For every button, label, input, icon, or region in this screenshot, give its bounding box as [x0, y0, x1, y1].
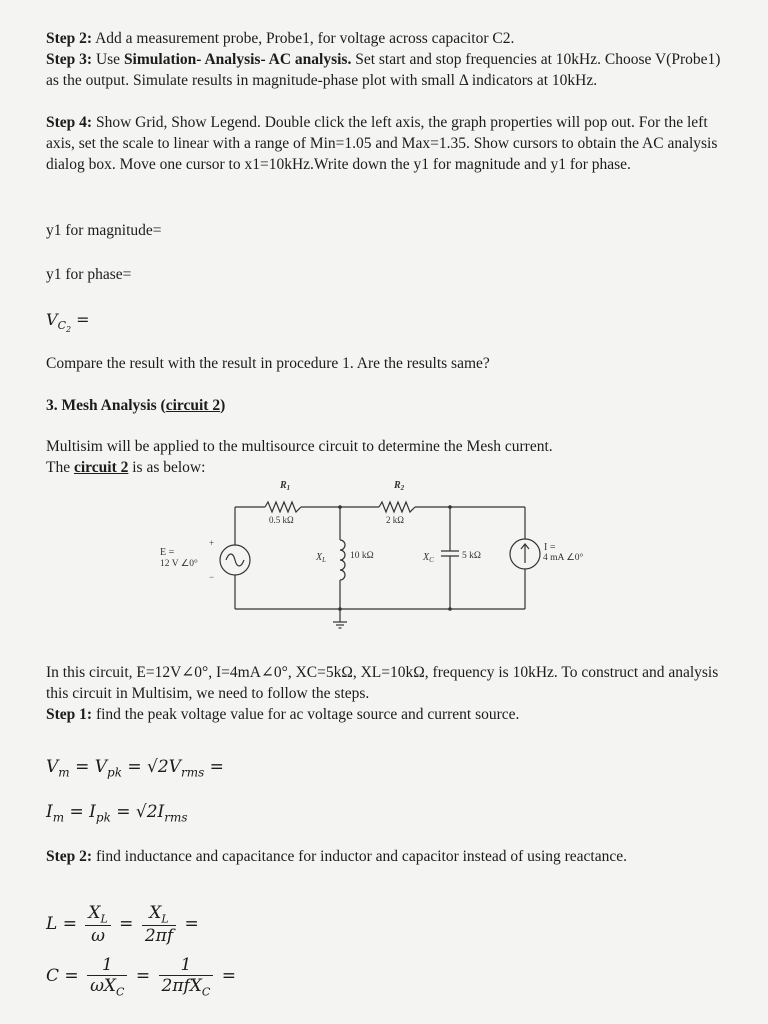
step-1-paragraph [46, 704, 726, 725]
step-3-bold: Simulation- Analysis- AC analysis. [123, 51, 352, 68]
l-eq: L = [46, 914, 77, 935]
circuit-description: In this circuit, E=12V∠0°, I=4mA∠0°, XC=5kΩ, XL=10kΩ, frequency is 10kHz. To construct and analysis this circuit in Multisim, we need to follow the steps. [46, 664, 719, 702]
step-3-text-a: Use [92, 51, 124, 68]
step-4-label: Step 4: [46, 114, 93, 131]
step-4-paragraph [46, 112, 726, 175]
step-3-label: Step 3: [46, 51, 93, 68]
vm-equation: $V_m = V_{pk} = √2V_{rms}$ = [46, 757, 224, 780]
svg-text:−: − [209, 572, 215, 582]
step-3-text-b: Set start and stop frequencies at 10kHz. Choose V(Probe1) as the output. Simulate results in magnitude-phase plot with small Δ indicators at 10kHz. [46, 51, 721, 89]
section-title-text: 3. Mesh Analysis ( [46, 397, 166, 414]
source-i-label: I = [544, 542, 556, 553]
r2-label: $R_2$ [394, 480, 405, 492]
inductance-equation: L = $\frac{X_L}{\omega}$ = $\frac{X_L}{2\pi f}$ = [46, 903, 199, 947]
phase-answer: y1 for phase= [46, 266, 132, 283]
vm-symbol: V [46, 757, 59, 777]
im-symbol: I [46, 802, 53, 822]
xc-label: $X_C$ [423, 552, 434, 564]
im-rest: = I [64, 802, 96, 822]
c-eq: C = [46, 966, 79, 987]
im-pk: pk [95, 810, 111, 825]
vm-tail: = √2V [121, 757, 181, 777]
im-rms: rms [164, 810, 188, 825]
r2-value: 2 kΩ [386, 515, 404, 525]
xl-label: $X_L$ [316, 552, 327, 564]
xl-value: 10 kΩ [350, 551, 374, 561]
r1-value: 0.5 kΩ [269, 515, 294, 525]
vc2-answer [46, 310, 90, 334]
vc2-symbol: V [46, 310, 58, 329]
vc2-sub: C [57, 319, 66, 333]
source-e-value: 12 V ∠0° [160, 559, 198, 569]
step-2b-paragraph [46, 846, 726, 867]
vm-rest: = V [69, 757, 108, 777]
step-2-paragraph [46, 28, 726, 49]
step-4-text: Show Grid, Show Legend. Double click the left axis, the graph properties will pop out. For the left axis, set the scale to linear with a range of Min=1.05 and Max=1.35. Show cursors to obtain the AC analysis dialog box. Move one cursor to x1=10kHz.Write down the y1 for magnitude and y1 for phase. [46, 114, 718, 173]
step-1-text: find the peak voltage value for ac voltage source and current source. [92, 706, 520, 723]
circuit-2-diagram [150, 472, 556, 632]
step-3-paragraph [46, 49, 726, 91]
circuit-2-link[interactable]: circuit 2 [165, 397, 221, 414]
xc-value: 5 kΩ [462, 551, 481, 561]
im-equation: $I_m = I_{pk} = √2I_{rms}$ [46, 802, 188, 825]
vm-rms: rms [180, 765, 205, 780]
compare-question: Compare the result with the result in procedure 1. Are the results same? [46, 355, 490, 372]
circuit-2-link-inline[interactable]: circuit 2 [73, 459, 129, 476]
im-tail: = √2I [110, 802, 165, 822]
step-2-label: Step 2: [46, 30, 93, 47]
capacitance-equation: C = $\frac{1}{\omega X_C}$ = $\frac{1}{2\pi fX_C}$ = [46, 955, 236, 999]
section-title-end: ) [220, 397, 226, 414]
inductor-coil [340, 540, 345, 580]
section-title [46, 397, 225, 415]
source-i-value: 4 mA ∠0° [543, 553, 584, 563]
step-2b-text: find inductance and capacitance for inductor and capacitor instead of using reactance. [92, 848, 628, 865]
step-2b-label: Step 2: [46, 848, 93, 865]
intro-line-2-a: The [46, 459, 74, 476]
intro-line-2-b: is as below: [128, 459, 206, 476]
vc2-subsub: 2 [65, 325, 72, 335]
magnitude-answer: y1 for magnitude= [46, 222, 162, 239]
source-e-label: E = [160, 547, 175, 558]
vc2-eq: = [71, 310, 90, 329]
intro-line-1: Multisim will be applied to the multisource circuit to determine the Mesh current. [46, 438, 553, 455]
r1-label: $R_1$ [280, 480, 291, 492]
step-2-text: Add a measurement probe, Probe1, for voltage across capacitor C2. [92, 30, 515, 47]
svg-text:+: + [209, 538, 215, 548]
vm-pk: pk [107, 765, 122, 780]
vm-end: = [204, 757, 224, 777]
step-1-label: Step 1: [46, 706, 93, 723]
